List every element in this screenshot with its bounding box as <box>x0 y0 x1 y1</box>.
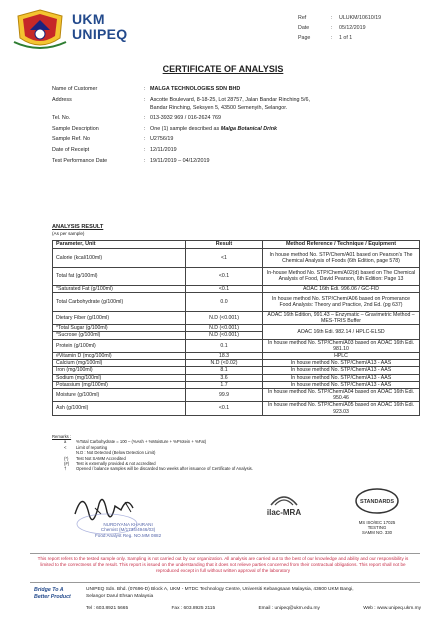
cell-result: <0.1 <box>186 286 263 293</box>
divider-top <box>30 553 420 554</box>
page-value: 1 of 1 <box>339 35 353 41</box>
cell-method: In house method No. STP/Chem/A13 - AAS <box>263 374 420 381</box>
remark-symbol: < <box>64 444 67 450</box>
divider-bottom <box>30 582 420 583</box>
logo-text-ukm: UKM <box>72 11 105 27</box>
slogan-line-2: Better Product <box>34 593 71 600</box>
remark-text: Test Not SAMM Accredited <box>76 455 126 461</box>
cell-method: In-house Method No. STP/Chem/A02(d) based on The Chemical Analysis of Food, David Pearson, 6th Edition: Page 13 <box>263 267 420 286</box>
table-row <box>53 339 420 352</box>
cell-result: N.D (<0.02) <box>186 360 263 367</box>
cell-method: HPLC <box>263 352 420 359</box>
remark-text: N.D : Not Detected (Below Detection Limit) <box>76 450 156 456</box>
info-value: Bandar Rinching, Seksyen 5, 43500 Semenyih, Selangor. <box>150 105 288 111</box>
disclaimer: This report refers to the tested sample only. Sampling is not carried out by our organization. All analysis are carried out to the best of our knowledge and ability and our responsibility is limited to the correctness of the result. This report is issued on the understanding that it does not relieve parties concerned from their contractual obligations. This report shall not be reproduced except in full without written approval of the laboratory <box>37 556 409 574</box>
analysis-heading: ANALYSIS RESULT <box>52 224 104 230</box>
table-row <box>53 367 420 374</box>
signatory-registration: Chemist (M/1734/4946/03) <box>100 527 156 533</box>
std-line-2: TESTING <box>367 525 387 531</box>
footer-address <box>86 587 354 601</box>
cell-parameter: Total fat (g/100ml) <box>53 267 186 286</box>
info-label: Sample Description <box>52 126 99 132</box>
standards-malaysia-logo <box>354 486 400 516</box>
remark-text: Opened / balance samples will be discarded two weeks after issuance of Certificate of Analysis. <box>76 466 253 472</box>
cell-parameter: #Vitamin D (mcg/100ml) <box>53 352 186 359</box>
cell-parameter: Sodium (mg/100ml) <box>53 374 186 381</box>
table-row <box>53 388 420 401</box>
col-header-result: Result <box>186 241 263 249</box>
cell-result: <1 <box>186 249 263 268</box>
cell-parameter: Total Carbohydrate (g/100ml) <box>53 293 186 312</box>
remark-symbol: a <box>64 439 67 445</box>
ilac-text: ilac-MRA <box>266 508 302 517</box>
table-row <box>53 381 420 388</box>
info-value: 12/11/2019 <box>150 147 177 153</box>
table-row <box>53 352 420 359</box>
cell-parameter: Calcium (mg/100ml) <box>53 360 186 367</box>
date-label: Date <box>298 25 310 31</box>
logo-wordmark <box>72 12 127 42</box>
cell-result: <0.1 <box>186 402 263 415</box>
cell-parameter: Moisture (g/100ml) <box>53 388 186 401</box>
footer-fax: Fax : 603.8925 2115 <box>171 606 216 611</box>
cell-method: In house method No. STP/Chem/A01 based on Pearson's The Chemical Analysis of Foods (6th Edition, page 578) <box>263 249 420 268</box>
info-colon: : <box>144 147 146 153</box>
ref-label: Ref <box>298 15 307 21</box>
cell-result: 1.7 <box>186 381 263 388</box>
table-row <box>53 360 420 367</box>
cell-parameter: Potassium (mg/100ml) <box>53 381 186 388</box>
ukm-crest-logo <box>10 8 70 52</box>
info-value-text: One (1) sample described as <box>150 126 221 132</box>
info-colon: : <box>144 126 146 132</box>
table-row <box>53 286 420 293</box>
remark-symbol: (*) <box>64 455 69 461</box>
ref-value: ULUKM/10610/19 <box>339 15 382 21</box>
cell-method: In house method No. STP/Chem/A05 based on AOAC 16th Edi. 923.03 <box>263 402 420 415</box>
cell-parameter: *Total Sugar (g/100ml) <box>53 325 186 332</box>
cell-parameter: Protein (g/100ml) <box>53 339 186 352</box>
sample-name: Malga Botanical Drink <box>220 126 278 132</box>
footer-tel: Tel : 603.8921 5665 <box>86 606 129 611</box>
signatory-name: NURDIYANA KHAIRANI <box>103 522 153 527</box>
signatory-block <box>95 522 161 538</box>
info-label: Tel. No. <box>52 115 71 121</box>
reference-block: Ref : ULUKM/10610/19 Date : 05/12/2019 Page : 1 of 1 <box>298 15 382 41</box>
cell-method: AOAC 16th Edi. 996.06 / GC-FID <box>263 286 420 293</box>
footer-web[interactable]: Web : www.unipeq.ukm.my <box>363 606 421 611</box>
cell-result: N.D (<0.001) <box>186 325 263 332</box>
remark-text: Limit of reporting <box>76 444 108 450</box>
footer-contact <box>86 606 421 611</box>
info-value <box>150 125 277 133</box>
cell-method: In house method No. STP/Chem/A13 - AAS <box>263 367 420 374</box>
footer-company: UNIPEQ Sdn. Bhd. (07696-D) Block A, UKM - MTDC Technology Centre, Universiti Kebangsaan Malaysia, 43600 UKM Bangi, <box>86 587 354 592</box>
cell-method: In house method No. STP/Chem/A13 - AAS <box>263 360 420 367</box>
remarks-title: Remarks : <box>52 434 72 439</box>
table-header-row <box>53 241 420 249</box>
table-row <box>53 293 420 312</box>
accreditation-text <box>348 520 406 536</box>
cell-result: 8.1 <box>186 367 263 374</box>
cell-result: 0.0 <box>186 293 263 312</box>
col-header-method: Method Reference / Technique / Equipment <box>263 241 420 249</box>
table-row <box>53 374 420 381</box>
info-value: Ascotte Boulevard, 8-18-25, Lot 28757, Jalan Bandar Rinching 5/6, <box>150 97 311 103</box>
cell-method: In house method No. STP/Chem/A04 based on AOAC 16th Edi. 950.46 <box>263 388 420 401</box>
logo-text-unipeq: UNIPEQ <box>72 26 128 42</box>
page-label: Page <box>298 35 311 41</box>
cell-method: In house method No. STP/Chem/A13 - AAS <box>263 381 420 388</box>
cell-result: <0.1 <box>186 267 263 286</box>
remark-item <box>52 466 253 471</box>
info-colon: : <box>144 115 146 121</box>
cell-parameter: Ash (g/100ml) <box>53 402 186 415</box>
cell-method: In house method No. STP/Chem/A03 based on AOAC 16th Edi. 981.10 <box>263 339 420 352</box>
cell-parameter: *Saturated Fat (g/100ml) <box>53 286 186 293</box>
document-title: CERTIFICATE OF ANALYSIS <box>162 64 284 74</box>
std-line-1: MS ISO/IEC 17025 <box>358 520 396 525</box>
standards-text: STANDARDS <box>359 499 395 505</box>
info-colon: : <box>144 97 146 103</box>
table-row <box>53 311 420 324</box>
remarks <box>52 434 253 472</box>
remark-text: %Total Carbohydrate = 100 – (%Ash + %Moisture + %Protein + %Fat) <box>76 439 207 445</box>
cell-method: AOAC 16th Edi. 982.14 / HPLC-ELSD <box>263 325 420 339</box>
info-colon: : <box>144 86 146 92</box>
cell-parameter: Calorie (kcal/100ml) <box>53 249 186 268</box>
table-row <box>53 267 420 286</box>
cell-result: 99.9 <box>186 388 263 401</box>
cell-parameter: Iron (mg/100ml) <box>53 367 186 374</box>
cell-result: 3.6 <box>186 374 263 381</box>
date-value: 05/12/2019 <box>339 25 366 31</box>
signatory-role: Food Analyst Reg. NO.MM 0882 <box>95 532 162 538</box>
remark-text: Test is externally provided & not accredited <box>76 461 156 467</box>
info-value: MALGA TECHNOLOGIES SDN BHD <box>150 86 241 92</box>
table-row <box>53 325 420 332</box>
info-label: Name of Customer <box>52 86 98 92</box>
cell-result: N.D (<0.001) <box>186 311 263 324</box>
table-row <box>53 402 420 415</box>
slogan-line-1: Bridge To A <box>34 587 64 593</box>
cell-result: N.D (<0.001) <box>186 332 263 339</box>
cell-parameter: *Sucrose (g/100ml) <box>53 332 186 339</box>
std-line-3: SAMM NO. 330 <box>361 530 393 536</box>
info-value: 19/11/2019 – 04/12/2019 <box>150 158 210 164</box>
results-table <box>52 240 420 416</box>
info-label: Test Performance Date <box>52 158 108 164</box>
col-header-parameter: Parameter, Unit <box>53 241 186 249</box>
slogan <box>34 587 71 601</box>
remark-symbol: (#) <box>64 461 70 467</box>
cell-method: AOAC 16th Edition, 991.43 – Enzymatic – Gravimetric Method – MES-TRIS Buffer <box>263 311 420 324</box>
info-colon: : <box>144 158 146 164</box>
remark-symbol: † <box>64 466 67 472</box>
cell-parameter: Dietary Fiber (g/100ml) <box>53 311 186 324</box>
analysis-subheading: (As per sample) <box>52 231 85 236</box>
info-label: Date of Receipt <box>52 147 90 153</box>
info-colon: : <box>144 136 146 142</box>
table-row <box>53 249 420 268</box>
footer-email[interactable]: Email : unipeq@ukm.edu.my <box>258 606 320 611</box>
info-value: 013-3932 969 / 016-2624 769 <box>150 115 222 121</box>
cell-result: 0.1 <box>186 339 263 352</box>
footer-state: Selangor Darul Ehsan Malaysia <box>86 593 154 599</box>
ilac-mra-logo <box>263 491 305 521</box>
info-label: Sample Ref. No <box>52 136 91 142</box>
cell-method: In house method No. STP/Chem/A06 based on Promerance Food Analysis: Theory and Practice, 2nd Ed. (pg 637) <box>263 293 420 312</box>
info-label: Address <box>52 97 72 103</box>
cell-result: 18.3 <box>186 352 263 359</box>
info-value: U2756/19 <box>150 136 174 142</box>
